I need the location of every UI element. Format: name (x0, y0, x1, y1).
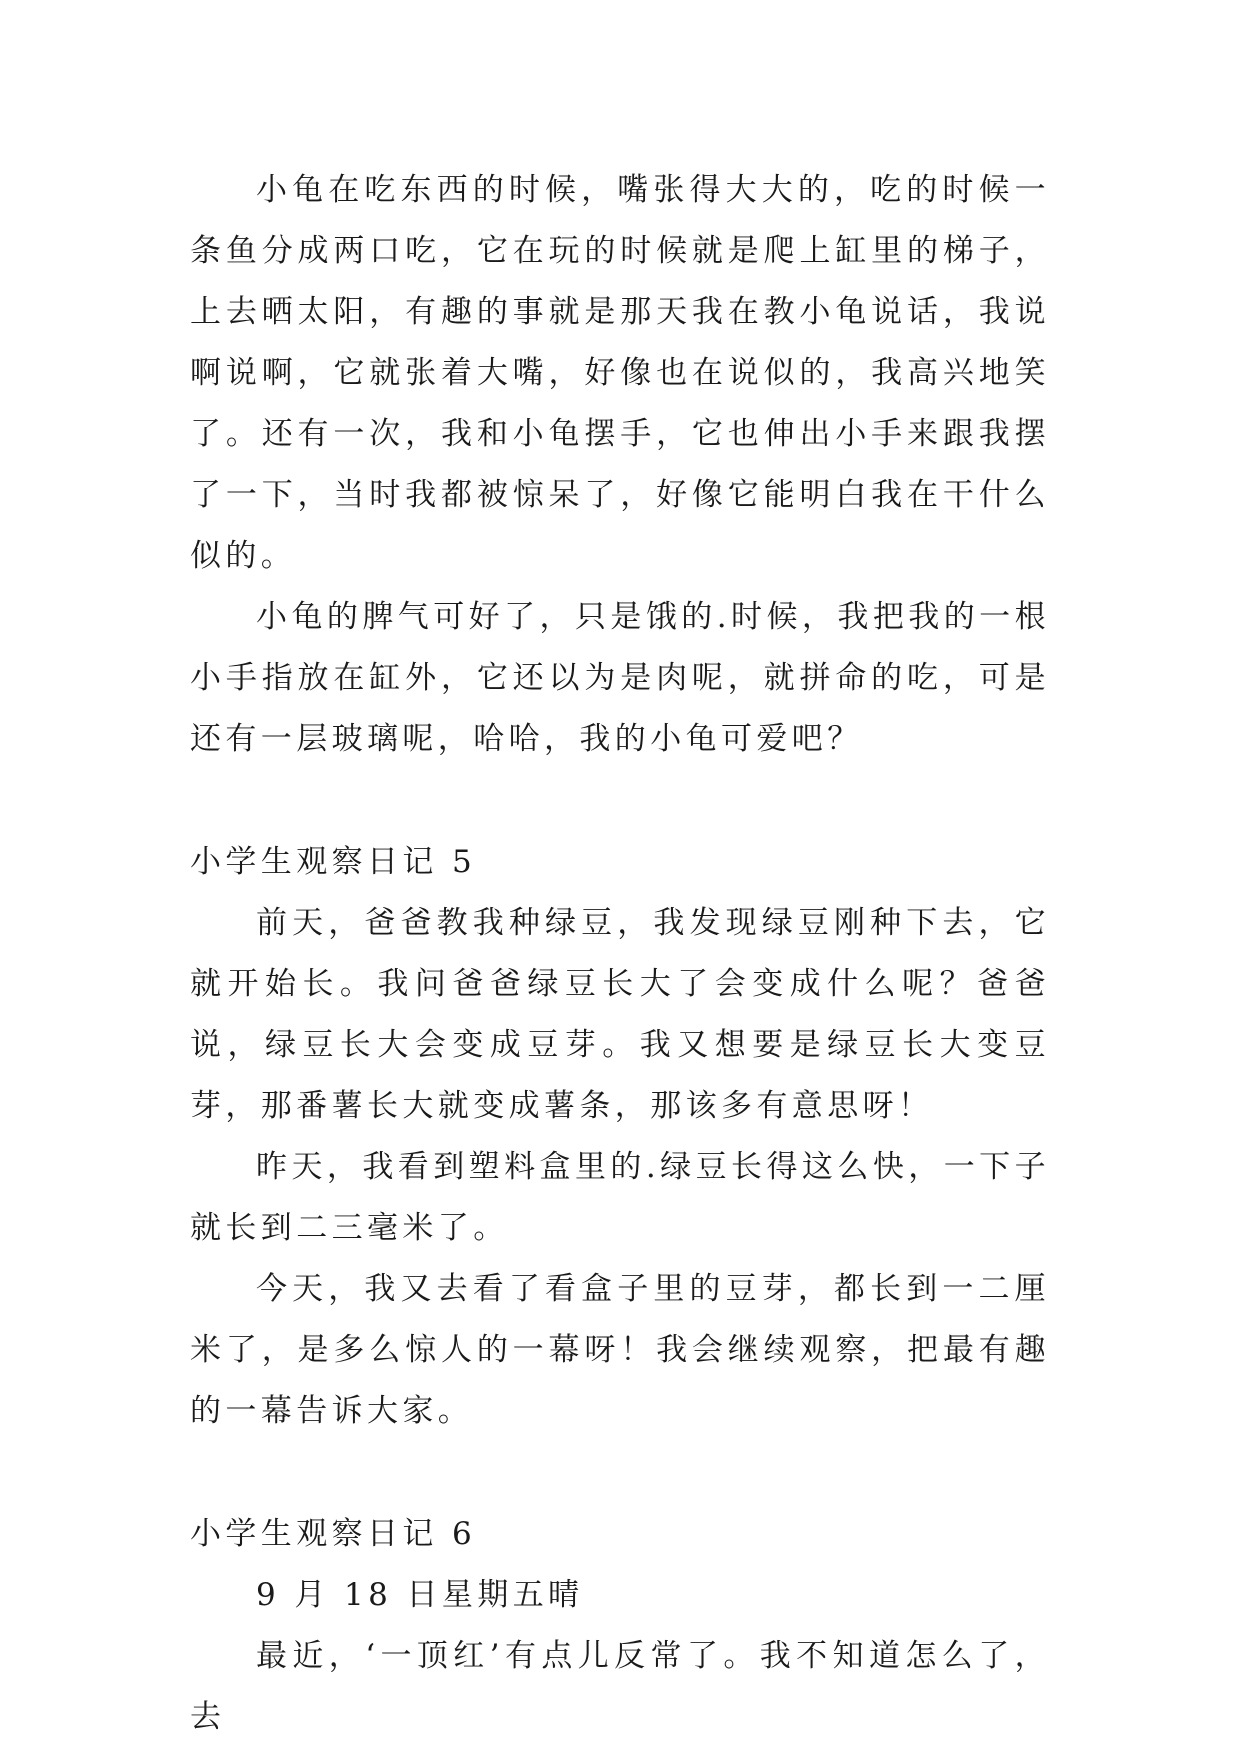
section-6-paragraph-1: 最近，‘一顶红’有点儿反常了。我不知道怎么了，去 (190, 1638, 1050, 1735)
section-6-date-line: 9 月 18 日星期五晴 (256, 1577, 584, 1613)
section-5-title: 小学生观察日记 5 (190, 844, 477, 880)
section-gap (190, 1442, 1050, 1504)
section-5-paragraph-2: 昨天，我看到塑料盒里的.绿豆长得这么快，一下子就长到二三毫米了。 (190, 1149, 1050, 1246)
section-5-paragraph-1: 前天，爸爸教我种绿豆，我发现绿豆刚种下去，它就开始长。我问爸爸绿豆长大了会变成什么呢？爸爸说，绿豆长大会变成豆芽。我又想要是绿豆长大变豆芽，那番薯长大就变成薯条，那该多有意思呀！ (190, 905, 1050, 1124)
paragraph-turtle-eating: 小龟在吃东西的时候，嘴张得大大的，吃的时候一条鱼分成两口吃，它在玩的时候就是爬上缸里的梯子，上去晒太阳，有趣的事就是那天我在教小龟说话，我说啊说啊，它就张着大嘴，好像也在说似的，我高兴地笑了。还有一次，我和小龟摆手，它也伸出小手来跟我摆了一下，当时我都被惊呆了，好像它能明白我在干什么似的。 (190, 172, 1050, 574)
section-gap (190, 770, 1050, 832)
document-page (190, 160, 1050, 1748)
section-5-paragraph-3: 今天，我又去看了看盒子里的豆芽，都长到一二厘米了，是多么惊人的一幕呀！我会继续观察，把最有趣的一幕告诉大家。 (190, 1271, 1050, 1429)
section-6-title: 小学生观察日记 6 (190, 1516, 477, 1552)
paragraph-turtle-temper: 小龟的脾气可好了，只是饿的.时候，我把我的一根小手指放在缸外，它还以为是肉呢，就拼命的吃，可是还有一层玻璃呢，哈哈，我的小龟可爱吧？ (190, 599, 1050, 757)
